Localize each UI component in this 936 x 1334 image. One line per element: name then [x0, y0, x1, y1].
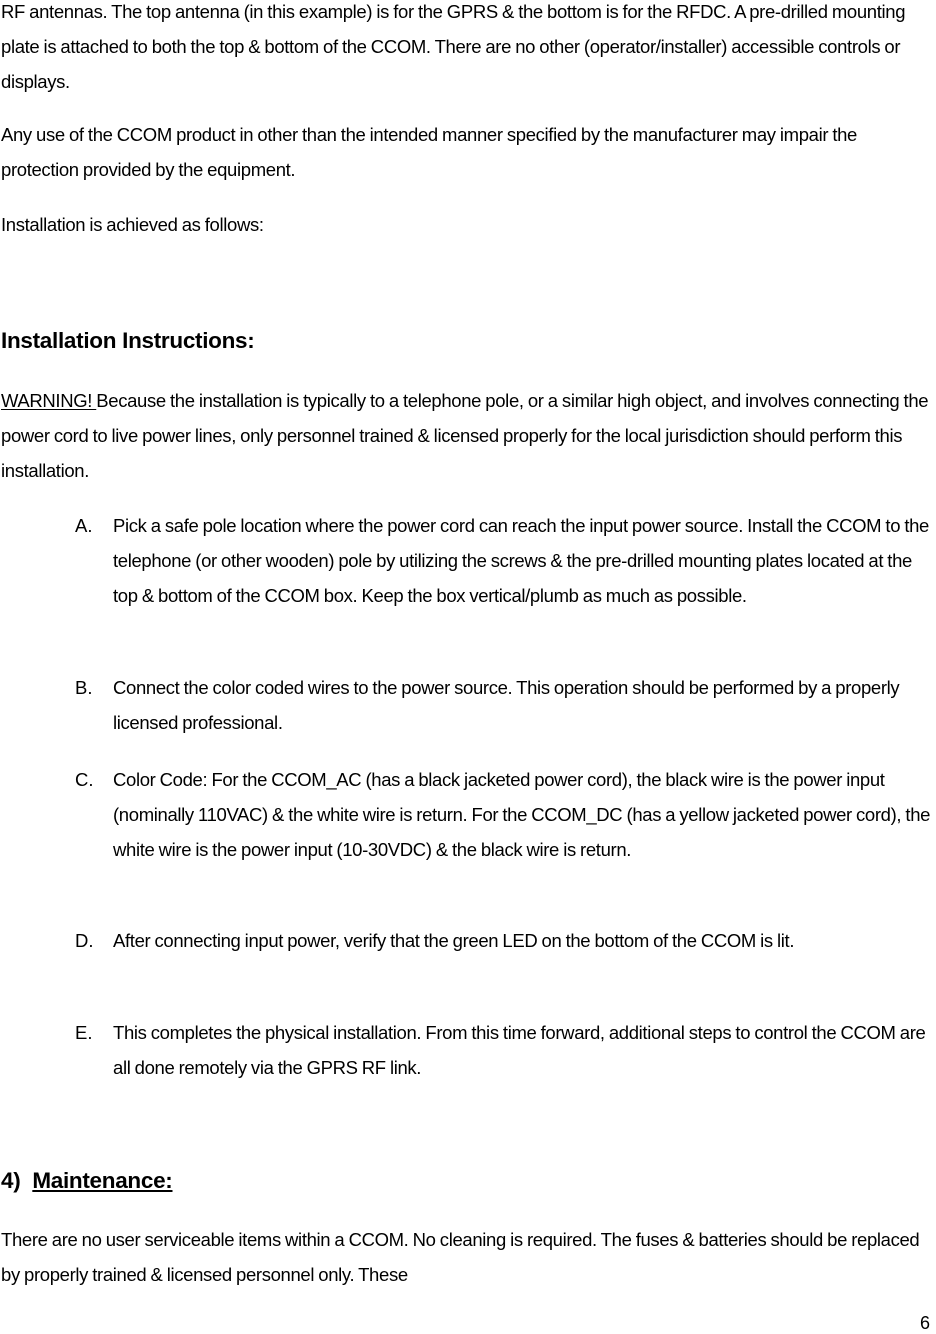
warning-label: WARNING!	[1, 390, 97, 411]
list-item-marker: B.	[75, 677, 93, 698]
list-item-marker: A.	[75, 515, 93, 536]
intro-paragraph-2: Any use of the CCOM product in other than the intended manner specified by the manufacturer may impair the protection provided by the equipment.	[1, 124, 857, 180]
installation-heading: Installation Instructions:	[1, 328, 255, 353]
list-item-text: Pick a safe pole location where the power cord can reach the input power source. Install the CCOM to the telephone (or other wooden) pole by utilizing the screws & the pre-drilled mounting plates located at the top & bottom of the CCOM box. Keep the box vertical/plumb as much as possible.	[113, 515, 929, 606]
list-item-marker: E.	[75, 1022, 93, 1043]
intro-paragraph-3: Installation is achieved as follows:	[1, 214, 264, 235]
intro-paragraph-1: RF antennas. The top antenna (in this example) is for the GPRS & the bottom is for the RFDC. A pre-drilled mounting plate is attached to both the top & bottom of the CCOM. There are no other (operator/installer) accessible controls or displays.	[1, 1, 906, 92]
page-number: 6	[919, 1313, 930, 1333]
list-item-text: Connect the color coded wires to the power source. This operation should be performed by a properly licensed professional.	[113, 677, 900, 733]
list-item-marker: D.	[75, 930, 94, 951]
list-item-text: This completes the physical installation. From this time forward, additional steps to control the CCOM are all done remotely via the GPRS RF link.	[113, 1022, 926, 1078]
maintenance-heading	[1, 1166, 173, 1196]
list-item-text: Color Code: For the CCOM_AC (has a black jacketed power cord), the black wire is the power input (nominally 110VAC) & the white wire is return. For the CCOM_DC (has a yellow jacketed power cord), the white wire is the power input (10-30VDC) & the black wire is return.	[113, 769, 931, 860]
warning-text: Because the installation is typically to a telephone pole, or a similar high object, and involves connecting the power cord to live power lines, only personnel trained & licensed properly for the local jurisdiction should perform this installation.	[1, 390, 929, 481]
warning-paragraph	[1, 383, 935, 488]
list-item-text: After connecting input power, verify that the green LED on the bottom of the CCOM is lit.	[113, 930, 795, 951]
list-item-marker: C.	[75, 769, 94, 790]
maintenance-title: Maintenance:	[32, 1168, 173, 1193]
maintenance-paragraph: There are no user serviceable items within a CCOM. No cleaning is required. The fuses & batteries should be replaced by properly trained & licensed personnel only. These	[1, 1229, 920, 1285]
section-number: 4)	[1, 1168, 21, 1193]
